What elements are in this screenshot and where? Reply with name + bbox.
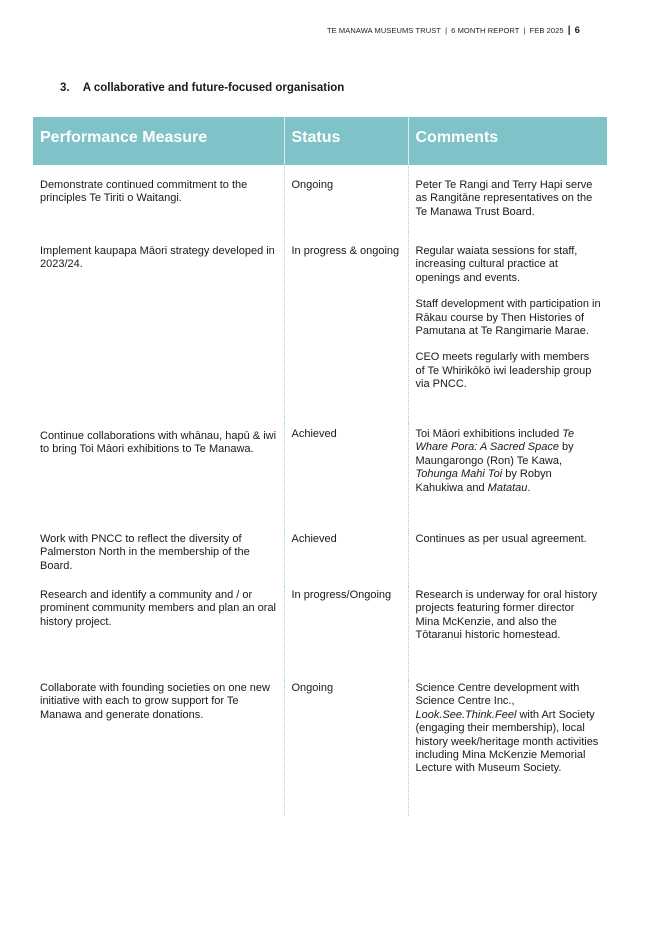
initiative-title: Look.See.Think.Feel: [415, 708, 517, 721]
comment-paragraph: Research is underway for oral history projects featuring former director Mina McKenzie, and also the Tōtaranui historic homestead.: [415, 589, 598, 642]
status-cell: Ongoing: [284, 680, 408, 816]
header-separator: |: [567, 25, 571, 36]
comment-paragraph: Peter Te Rangi and Terry Hapi serve as Rangitāne representatives on the Te Manawa Trust Board.: [415, 179, 593, 218]
section-heading: [60, 82, 344, 94]
header-separator: |: [523, 26, 526, 35]
section-number: 3.: [60, 82, 70, 94]
header-separator: |: [445, 26, 448, 35]
column-header-status: Status: [284, 117, 408, 165]
comment-paragraph: Regular waiata sessions for staff, increasing cultural practice at openings and events.: [415, 245, 578, 284]
table-row: [33, 586, 607, 680]
measure-cell: Research and identify a community and / or prominent community members and plan an oral history project.: [40, 589, 277, 628]
comment-text: by Maungarongo (Ron) Te Kawa,: [415, 441, 574, 467]
comment-text: with Art Society (engaging their membership), local history week/heritage month activities including Mina McKenzie Memorial Lecture with Museum Society.: [415, 708, 599, 775]
comments-cell: [408, 165, 607, 232]
exhibition-title: Matatau: [487, 481, 528, 494]
measure-cell: Continue collaborations with whānau, hapū & iwi to bring Toi Māori exhibitions to Te Manawa.: [40, 430, 277, 456]
performance-table: [33, 117, 607, 816]
table-row: [33, 165, 607, 232]
page-header: [327, 25, 580, 36]
measure-cell: Work with PNCC to reflect the diversity of Palmerston North in the membership of the Board.: [40, 533, 250, 572]
exhibition-title: Tohunga Mahi Toi: [415, 468, 503, 481]
measure-cell: Collaborate with founding societies on one new initiative with each to grow support for Te Manawa and generate donations.: [40, 682, 270, 721]
table-row: [33, 423, 607, 531]
comment-paragraph: Continues as per usual agreement.: [415, 533, 587, 545]
comments-cell: [408, 531, 607, 586]
comment-paragraph: Staff development with participation in Rākau course by Then Histories of Pamutana at Te Rangimarie Marae.: [415, 298, 601, 338]
page-number: 6: [574, 25, 580, 36]
status-cell: In progress & ongoing: [284, 232, 408, 423]
exhibition-title: Te Whare Pora: A Sacred Space: [415, 428, 575, 454]
table-row: [33, 531, 607, 586]
comments-cell: [408, 232, 607, 423]
table-row: [33, 680, 607, 816]
header-org: TE MANAWA MUSEUMS TRUST: [326, 26, 442, 35]
comment-paragraph: CEO meets regularly with members of Te Whirikōkō iwi leadership group via PNCC.: [415, 351, 592, 391]
status-cell: In progress/Ongoing: [284, 586, 408, 680]
status-cell: Ongoing: [284, 165, 408, 232]
column-header-comments: Comments: [408, 117, 607, 165]
comments-cell: [408, 423, 607, 531]
column-header-measure: Performance Measure: [33, 117, 284, 165]
status-cell: Achieved: [284, 531, 408, 586]
comment-text: Science Centre development with Science Centre Inc.,: [415, 682, 580, 708]
table-row: [33, 232, 607, 423]
comment-text: Toi Māori exhibitions included: [415, 428, 563, 440]
table-header-row: [33, 117, 607, 165]
header-report: 6 MONTH REPORT: [451, 26, 520, 35]
comment-text: .: [527, 481, 531, 494]
measure-cell: Implement kaupapa Māori strategy developed in 2023/24.: [40, 245, 275, 271]
comments-cell: [408, 680, 607, 816]
section-title: A collaborative and future-focused organisation: [82, 82, 345, 94]
status-cell: Achieved: [284, 423, 408, 531]
comments-cell: [408, 586, 607, 680]
header-date: FEB 2025: [529, 26, 564, 35]
comment-text: by Robyn Kahukiwa and: [415, 468, 552, 494]
measure-cell: Demonstrate continued commitment to the principles Te Tiriti o Waitangi.: [40, 179, 248, 205]
